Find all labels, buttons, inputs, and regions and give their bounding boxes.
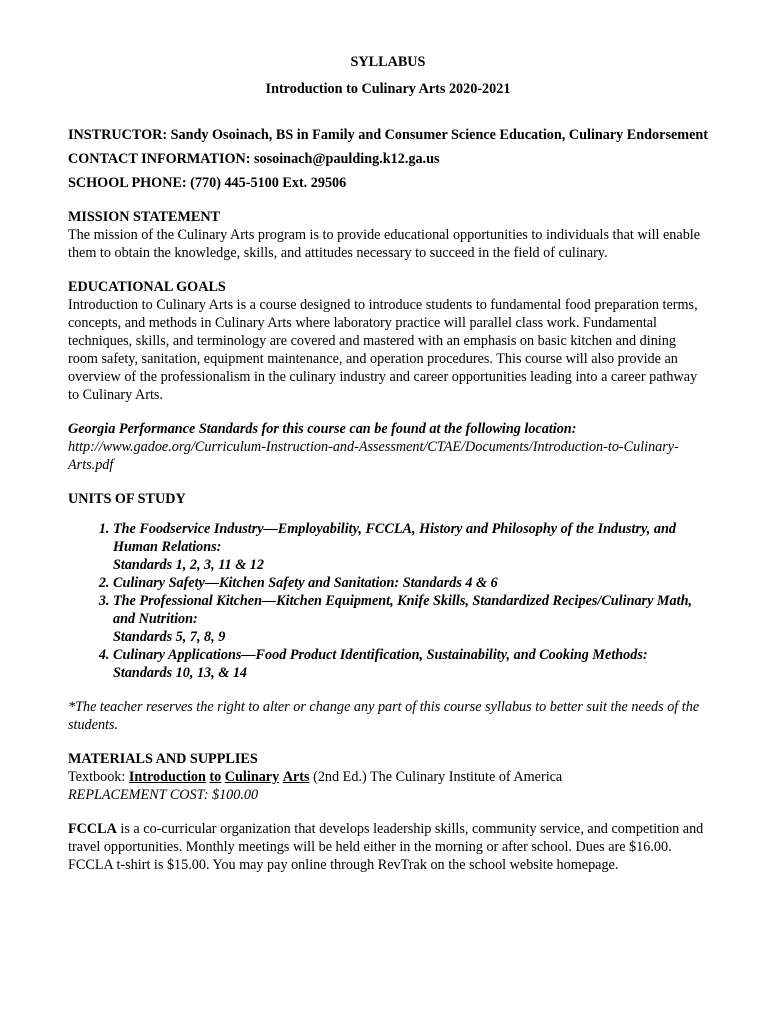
mission-body: The mission of the Culinary Arts program is to provide educational opportunities to individuals that will enable them to obtain the knowledge, skills, and attitudes necessary to succeed in the field of culinary. bbox=[68, 227, 701, 261]
units-heading: UNITS OF STUDY bbox=[68, 491, 186, 507]
goals-body: Introduction to Culinary Arts is a course designed to introduce students to fundamental food preparation terms, concepts, and methods in Culinary Arts where laboratory practice will parallel class work. Fundamental techniques, skills, and terminology are covered and mastered with an emphasis on basic kitchen and dining room safety, sanitation, equipment maintenance, and operation procedures. This course will also provide an overview of the professionalism in the culinary industry and career opportunities leading into a career pathway to Culinary Arts. bbox=[68, 297, 698, 403]
instructor-line: INSTRUCTOR: Sandy Osoinach, BS in Family and Consumer Science Education, Culinary Endorsement bbox=[68, 127, 708, 143]
textbook-title-word: Introduction bbox=[128, 769, 206, 785]
unit-item bbox=[113, 574, 708, 592]
fccla-body: is a co-curricular organization that develops leadership skills, community service, and competition and travel opportunities. Monthly meetings will be held either in the morning or after school. Dues are $16.00. FCCLA t-shirt is $15.00. You may pay online through RevTrak on the school website homepage. bbox=[68, 821, 704, 873]
unit-title: The Professional Kitchen—Kitchen Equipment, Knife Skills, Standardized Recipes/Culinary Math, and Nutrition: bbox=[113, 593, 693, 627]
unit-title: Culinary Applications—Food Product Identification, Sustainability, and Cooking Methods: bbox=[113, 647, 648, 663]
document-content bbox=[68, 53, 708, 874]
textbook-title-word: Arts bbox=[282, 769, 310, 785]
unit-standards: Standards 1, 2, 3, 11 & 12 bbox=[113, 557, 264, 573]
units-list bbox=[68, 520, 708, 682]
textbook-title-word: Culinary bbox=[224, 769, 280, 785]
unit-title: Culinary Safety—Kitchen Safety and Sanitation: Standards 4 & 6 bbox=[113, 575, 498, 591]
textbook-label: Textbook: bbox=[68, 769, 126, 785]
fccla-paragraph bbox=[68, 820, 708, 874]
textbook-title-word: to bbox=[209, 769, 222, 785]
replacement-cost: REPLACEMENT COST: $100.00 bbox=[68, 787, 259, 803]
document-title: SYLLABUS bbox=[350, 54, 426, 70]
unit-item bbox=[113, 646, 708, 682]
standards-url[interactable]: http://www.gadoe.org/Curriculum-Instruction-and-Assessment/CTAE/Documents/Introduction-to-Culinary-Arts.pdf bbox=[68, 439, 679, 473]
school-phone-line: SCHOOL PHONE: (770) 445-5100 Ext. 29506 bbox=[68, 175, 347, 191]
textbook-publisher: (2nd Ed.) The Culinary Institute of America bbox=[313, 769, 563, 785]
unit-standards: Standards 10, 13, & 14 bbox=[113, 665, 248, 681]
mission-heading: MISSION STATEMENT bbox=[68, 209, 221, 225]
textbook-line bbox=[68, 768, 708, 786]
fccla-label: FCCLA bbox=[68, 821, 117, 837]
unit-title: The Foodservice Industry—Employability, FCCLA, History and Philosophy of the Industry, and Human Relations: bbox=[113, 521, 676, 555]
course-title: Introduction to Culinary Arts 2020-2021 bbox=[265, 81, 511, 97]
standards-heading: Georgia Performance Standards for this course can be found at the following location: bbox=[68, 421, 577, 437]
contact-information-line: CONTACT INFORMATION: sosoinach@paulding.k12.ga.us bbox=[68, 151, 440, 167]
materials-heading: MATERIALS AND SUPPLIES bbox=[68, 751, 258, 767]
unit-item bbox=[113, 520, 708, 574]
disclaimer-note: *The teacher reserves the right to alter or change any part of this course syllabus to better suit the needs of the students. bbox=[68, 699, 700, 733]
goals-heading: EDUCATIONAL GOALS bbox=[68, 279, 226, 295]
unit-item bbox=[113, 592, 708, 646]
unit-standards: Standards 5, 7, 8, 9 bbox=[113, 629, 226, 645]
